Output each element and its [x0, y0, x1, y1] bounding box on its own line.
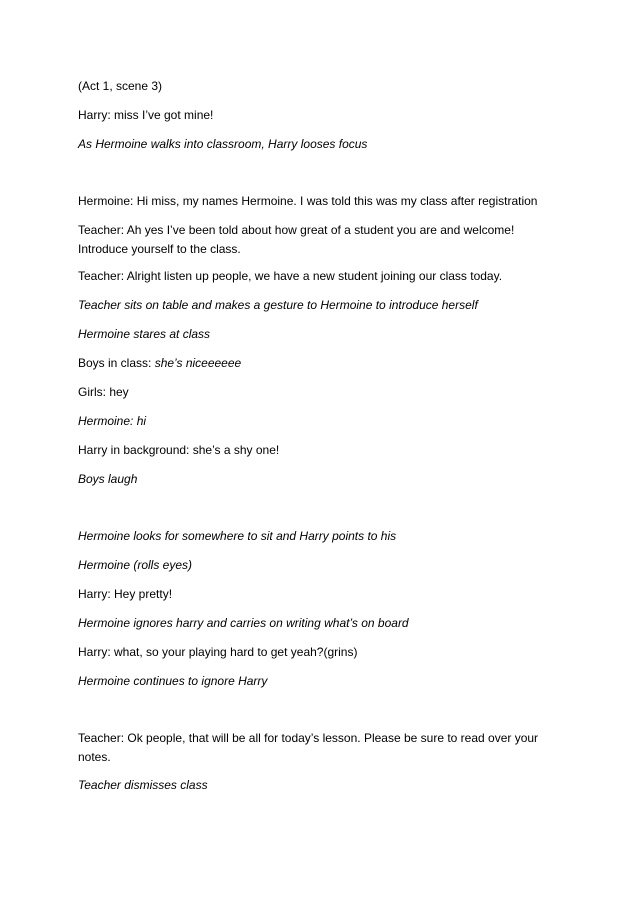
dialogue-line: [78, 267, 558, 286]
stage-direction: Hermoine ignores harry and carries on writing what’s on board: [78, 616, 409, 630]
speaker: Boys in class:: [78, 356, 152, 370]
dialogue-line: [78, 585, 558, 604]
dialogue-text: she’s niceeeeee: [151, 356, 242, 370]
dialogue-text: Ok people, that will be all for today’s lesson. Please be sure to read over your notes.: [78, 731, 539, 764]
dialogue-line: [78, 441, 558, 460]
scene-heading: (Act 1, scene 3): [78, 79, 163, 93]
dialogue-line: [78, 383, 558, 402]
stage-direction: Teacher dismisses class: [78, 778, 208, 792]
dialogue-line: [78, 729, 558, 767]
dialogue-text: Alright listen up people, we have a new student joining our class today.: [124, 269, 503, 283]
speaker: Teacher:: [78, 731, 125, 745]
speaker: Teacher:: [78, 269, 125, 283]
dialogue-line: [78, 221, 558, 259]
dialogue-text: she’s a shy one!: [189, 443, 280, 457]
stage-direction: Hermoine looks for somewhere to sit and Harry points to his: [78, 529, 397, 543]
speaker: Hermoine:: [78, 194, 134, 208]
speaker: Harry:: [78, 108, 111, 122]
stage-direction: As Hermoine walks into classroom, Harry looses focus: [78, 137, 368, 151]
dialogue-text: Hi miss, my names Hermoine. I was told this was my class after registration: [133, 194, 538, 208]
stage-direction: Hermoine continues to ignore Harry: [78, 674, 268, 688]
speaker: Teacher:: [78, 223, 125, 237]
stage-direction: Teacher sits on table and makes a gesture to Hermoine to introduce herself: [78, 298, 478, 312]
dialogue-text: Hey pretty!: [110, 587, 173, 601]
dialogue-text: miss I’ve got mine!: [110, 108, 214, 122]
speaker: Harry:: [78, 587, 111, 601]
dialogue-line: [78, 643, 558, 662]
speaker: Harry:: [78, 645, 111, 659]
stage-direction: Hermoine: hi: [78, 414, 147, 428]
dialogue-text: what, so your playing hard to get yeah?(grins): [110, 645, 358, 659]
dialogue-text: Ah yes I’ve been told about how great of a student you are and welcome! Introduce yourself to the class.: [78, 223, 515, 256]
speaker: Harry in background:: [78, 443, 190, 457]
dialogue-text: hey: [106, 385, 129, 399]
stage-direction: Hermoine (rolls eyes): [78, 558, 193, 572]
dialogue-line: [78, 354, 558, 373]
stage-direction: Hermoine stares at class: [78, 327, 211, 341]
dialogue-line: [78, 192, 558, 211]
dialogue-line: [78, 106, 558, 125]
speaker: Girls:: [78, 385, 106, 399]
stage-direction: Boys laugh: [78, 472, 138, 486]
